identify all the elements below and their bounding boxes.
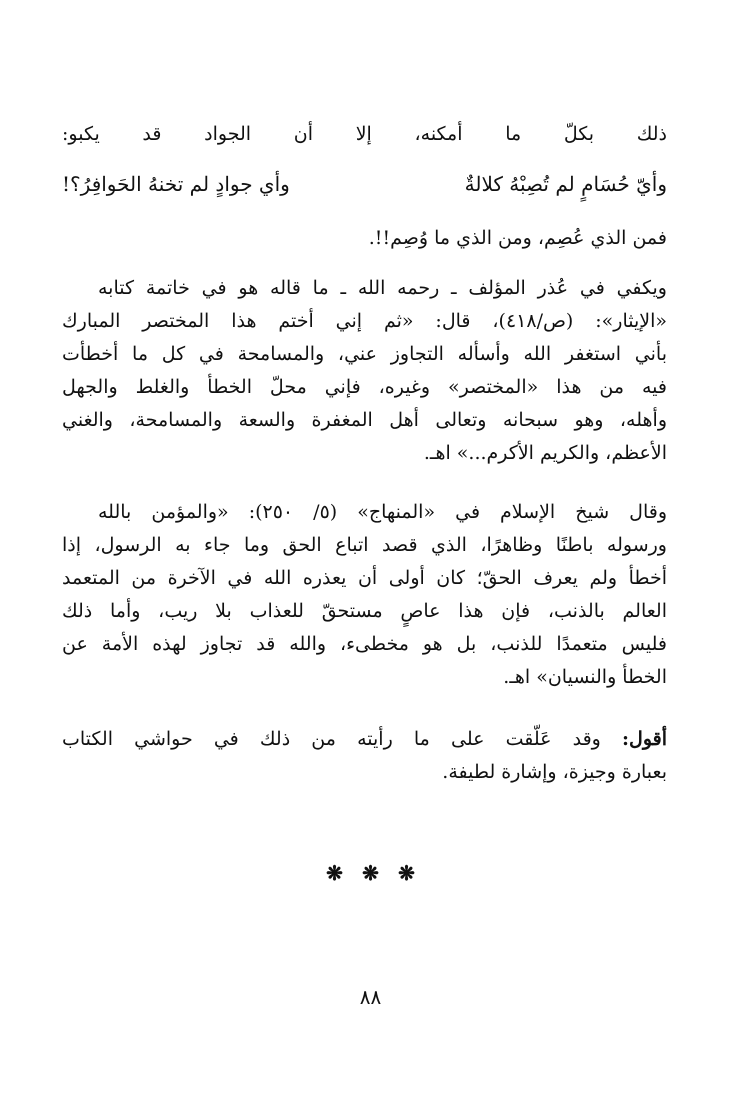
paragraph2-line2: ورسوله باطنًا وظاهرًا، الذي قصد اتباع الحق وما جاء به الرسول، إذا	[62, 534, 667, 556]
paragraph2-line6: الخطأ والنسيان» اهـ.	[503, 666, 667, 688]
paragraph1-line2: «الإيثار»: (ص/٤١٨)، قال: «ثم إني أختم هذا المختصر المبارك	[62, 310, 667, 332]
poetry-verse	[62, 168, 667, 200]
paragraph3-lead: أقول:	[622, 728, 667, 750]
separator-star-icon: ❋	[398, 861, 415, 885]
separator-star-icon: ❋	[326, 861, 343, 885]
intro-line: ذلك بكلّ ما أمكنه، إلا أن الجواد قد يكبو:	[62, 123, 667, 145]
paragraph3-line2: بعبارة وجيزة، وإشارة لطيفة.	[442, 761, 667, 783]
paragraph2-line3: أخطأ ولم يعرف الحقّ؛ كان أولى أن يعذره الله في الآخرة من المتعمد	[62, 567, 667, 589]
paragraph3-line1-text: وقد عَلّقت على ما رأيته من ذلك في حواشي الكتاب	[62, 728, 622, 750]
verse-first-hemistich: وأيّ حُسَامٍ لم تُصِبْهُ كلالةٌ	[464, 172, 667, 196]
page-number: ٨٨	[359, 985, 382, 1009]
paragraph1-line6: الأعظم، والكريم الأكرم...» اهـ.	[423, 442, 667, 464]
paragraph2-line1: وقال شيخ الإسلام في «المنهاج» (٥/ ٢٥٠): «والمؤمن بالله	[98, 501, 667, 523]
paragraph1-line3: بأني استغفر الله وأسأله التجاوز عني، والمسامحة في كل ما أخطأت	[62, 343, 667, 365]
paragraph1-line1: ويكفي في عُذر المؤلف ـ رحمه الله ـ ما قاله هو في خاتمة كتابه	[98, 277, 667, 299]
after-verse-line: فمن الذي عُصِم، ومن الذي ما وُصِم!!.	[368, 227, 667, 249]
paragraph2-line5: فليس متعمدًا للذنب، بل هو مخطىء، والله قد تجاوز لهذه الأمة عن	[62, 633, 667, 655]
verse-second-hemistich: وأي جوادٍ لم تخنهُ الحَوافِرُ؟!	[62, 172, 290, 196]
paragraph1-line5: وأهله، وهو سبحانه وتعالى أهل المغفرة والسعة والمسامحة، والغني	[62, 409, 667, 431]
paragraph1-line4: فيه من هذا «المختصر» وغيره، فإني محلّ الخطأ والغلط والجهل	[62, 376, 667, 398]
paragraph2-line4: العالم بالذنب، فإن هذا عاصٍ مستحقّ للعذاب بلا ريب، وأما ذلك	[62, 600, 667, 622]
paragraph3-line1	[62, 724, 667, 754]
section-separator	[0, 860, 741, 886]
separator-star-icon: ❋	[362, 861, 379, 885]
book-page	[62, 0, 667, 1098]
